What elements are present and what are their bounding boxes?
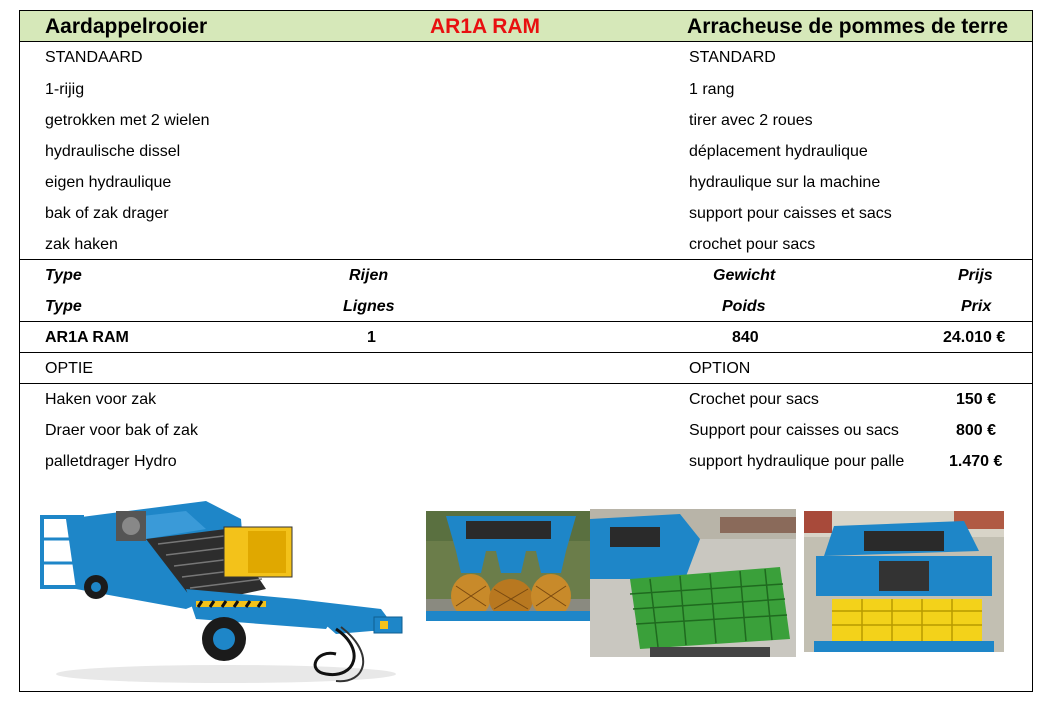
cell-type: AR1A RAM xyxy=(45,329,129,346)
col-header-type-nl: Type xyxy=(45,267,82,284)
option-item-nl: Haken voor zak xyxy=(45,391,157,408)
cell-weight: 840 xyxy=(732,329,759,346)
option-price: 1.470 € xyxy=(949,453,1003,470)
col-header-weight-fr: Poids xyxy=(722,298,766,315)
option-item-nl: Draer voor bak of zak xyxy=(45,422,198,439)
option-price: 150 € xyxy=(956,391,997,408)
title-bar xyxy=(20,11,1032,42)
title-fr: Arracheuse de pommes de terre xyxy=(687,15,1008,38)
option-price: 800 € xyxy=(956,422,997,439)
divider xyxy=(20,259,1032,260)
option-title-fr: OPTION xyxy=(689,360,751,377)
price-sheet xyxy=(19,10,1033,692)
photo-crate xyxy=(590,509,796,657)
model-name: AR1A RAM xyxy=(430,15,541,38)
col-header-weight-nl: Gewicht xyxy=(713,267,776,284)
standard-item-nl: 1-rijig xyxy=(45,81,85,98)
standard-title-fr: STANDARD xyxy=(689,49,776,66)
option-item-fr: Crochet pour sacs xyxy=(689,391,819,408)
cell-rows: 1 xyxy=(367,329,376,346)
option-item-fr: Support pour caisses ou sacs xyxy=(689,422,899,439)
divider xyxy=(20,383,1032,384)
machine-image xyxy=(36,489,414,684)
standard-item-nl: bak of zak drager xyxy=(45,205,169,222)
standard-item-nl: getrokken met 2 wielen xyxy=(45,112,210,129)
standard-item-nl: zak haken xyxy=(45,236,118,253)
option-item-fr: support hydraulique pour palle xyxy=(689,453,905,470)
standard-item-nl: eigen hydraulique xyxy=(45,174,172,191)
col-header-rows-fr: Lignes xyxy=(343,298,395,315)
standard-item-fr: support pour caisses et sacs xyxy=(689,205,892,222)
cell-price: 24.010 € xyxy=(943,329,1006,346)
standard-item-nl: hydraulische dissel xyxy=(45,143,181,160)
col-header-type-fr: Type xyxy=(45,298,82,315)
standard-title-nl: STANDAARD xyxy=(45,49,143,66)
title-nl: Aardappelrooier xyxy=(45,15,208,38)
photo-sacks xyxy=(426,511,590,621)
col-header-price-fr: Prix xyxy=(961,298,992,315)
standard-item-fr: crochet pour sacs xyxy=(689,236,816,253)
standard-item-fr: tirer avec 2 roues xyxy=(689,112,813,129)
option-item-nl: palletdrager Hydro xyxy=(45,453,177,470)
option-title-nl: OPTIE xyxy=(45,360,94,377)
standard-item-fr: hydraulique sur la machine xyxy=(689,174,881,191)
col-header-price-nl: Prijs xyxy=(958,267,993,284)
photo-yellow-crates xyxy=(804,511,1004,652)
divider xyxy=(20,321,1032,322)
standard-item-fr: 1 rang xyxy=(689,81,735,98)
divider xyxy=(20,352,1032,353)
standard-item-fr: déplacement hydraulique xyxy=(689,143,868,160)
col-header-rows-nl: Rijen xyxy=(349,267,389,284)
